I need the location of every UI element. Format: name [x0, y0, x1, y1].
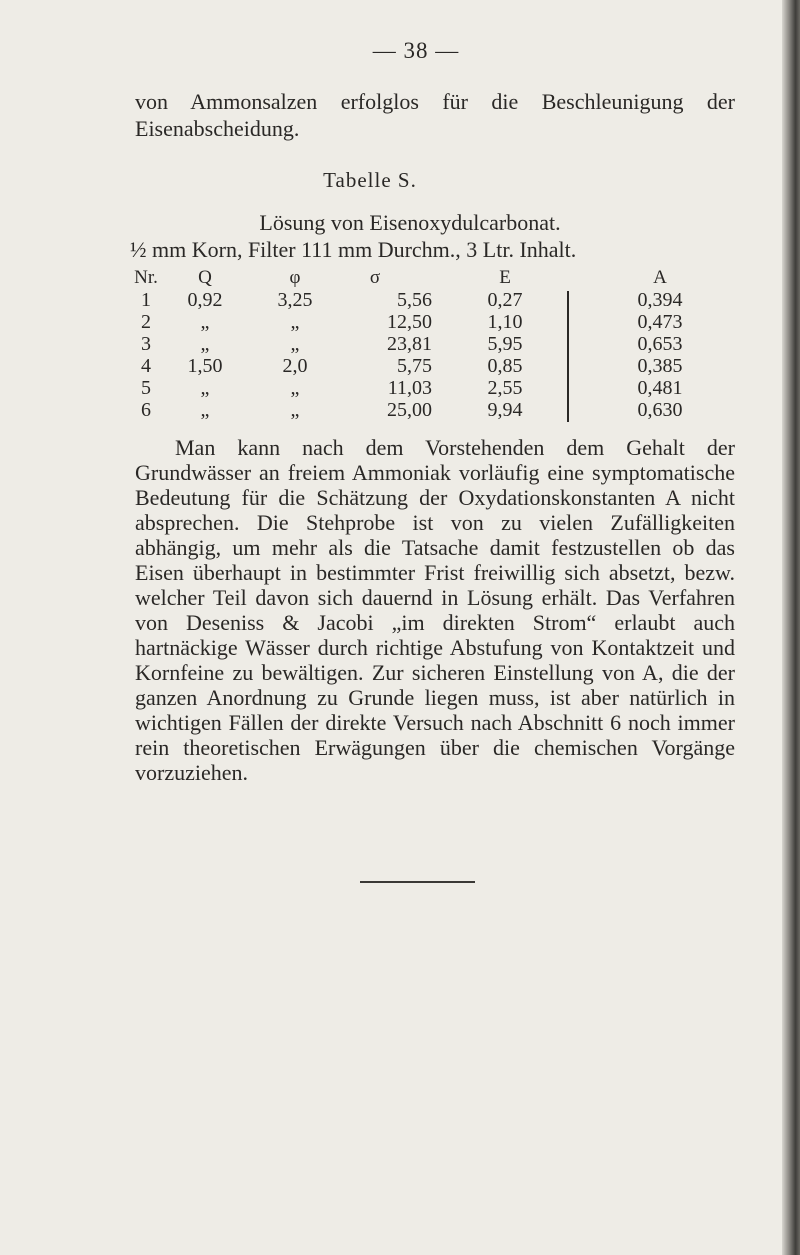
- section-end-rule: [360, 881, 475, 883]
- cell-phi: 2,0: [282, 355, 308, 377]
- cell-nr: 4: [141, 355, 151, 377]
- table-row: [130, 311, 730, 333]
- cell-sigma: 5,56: [397, 289, 432, 311]
- cell-phi: 3,25: [277, 289, 313, 311]
- table-title: Tabelle S.: [323, 168, 417, 192]
- cell-phi: „: [290, 399, 300, 421]
- cell-sigma: 5,75: [397, 355, 432, 377]
- cell-q: „: [200, 377, 210, 399]
- cell-sigma: 12,50: [387, 311, 432, 333]
- cell-e: 0,85: [487, 355, 523, 377]
- header-sigma: σ: [369, 267, 381, 288]
- table-spec: ½ mm Korn, Filter 111 mm Durchm., 3 Ltr. Inhalt.: [130, 237, 577, 262]
- body-text: [135, 435, 735, 785]
- cell-e: 0,27: [487, 289, 523, 311]
- cell-a: 0,653: [637, 333, 683, 355]
- cell-e: 1,10: [487, 311, 523, 333]
- header-nr: Nr.: [134, 267, 158, 288]
- cell-e: 5,95: [487, 333, 523, 355]
- table-row: [130, 355, 730, 377]
- cell-q: „: [200, 399, 210, 421]
- cell-sigma: 23,81: [387, 333, 432, 355]
- cell-nr: 6: [141, 399, 151, 421]
- intro-paragraph: von Ammonsalzen erfolglos für die Beschleunigung der Eisenabscheidung.: [135, 89, 735, 141]
- cell-e: 2,55: [487, 377, 523, 399]
- cell-sigma: 11,03: [387, 377, 432, 399]
- cell-nr: 2: [141, 311, 151, 333]
- cell-phi: „: [290, 333, 300, 355]
- cell-q: 0,92: [187, 289, 223, 311]
- cell-phi: „: [290, 377, 300, 399]
- page-edge-shadow: [782, 0, 800, 1255]
- header-e: E: [499, 267, 511, 288]
- cell-q: 1,50: [187, 355, 223, 377]
- cell-nr: 3: [141, 333, 151, 355]
- body-paragraph: Man kann nach dem Vorstehenden dem Gehalt der Grundwässer an freiem Ammoniak vorläufig eine symptomatische Bedeutung für die Schätzung der Oxydationskonstanten A nicht absprechen. Die Stehprobe ist von zu vielen Zufälligkeiten abhängig, um mehr als die Tatsache damit festzustellen ob das Eisen überhaupt in bestimmter Frist freiwillig sich absetzt, bezw. welcher Teil davon sich dauernd in Lösung erhält. Das Verfahren von Deseniss & Jacobi „im direkten Strom“ erlaubt auch hartnäckige Wässer durch richtige Abstufung von Kontaktzeit und Kornfeine zu bewältigen. Zur sicheren Einstellung von A, die der ganzen Anordnung zu Grunde liegen muss, ist aber natürlich in wichtigen Fällen der direkte Versuch nach Abschnitt 6 noch immer rein theoretischen Erwägungen über die chemischen Vorgänge vorzuziehen.: [135, 435, 735, 785]
- page-number: — 38 —: [372, 38, 460, 63]
- cell-nr: 1: [141, 289, 151, 311]
- table-row: [130, 289, 730, 311]
- table-row: [130, 399, 730, 421]
- cell-a: 0,385: [637, 355, 683, 377]
- cell-phi: „: [290, 311, 300, 333]
- table-subtitle: Lösung von Eisenoxydulcarbonat.: [259, 210, 561, 235]
- cell-q: „: [200, 311, 210, 333]
- data-table: [130, 267, 730, 421]
- table-column-divider: [567, 291, 569, 422]
- cell-q: „: [200, 333, 210, 355]
- header-q: Q: [198, 267, 212, 288]
- cell-a: 0,481: [637, 377, 683, 399]
- cell-sigma: 25,00: [387, 399, 432, 421]
- cell-e: 9,94: [487, 399, 523, 421]
- header-a: A: [653, 267, 667, 288]
- table-header-row: [130, 267, 730, 289]
- cell-a: 0,394: [637, 289, 683, 311]
- table-row: [130, 377, 730, 399]
- cell-a: 0,630: [637, 399, 683, 421]
- table-row: [130, 333, 730, 355]
- cell-a: 0,473: [637, 311, 683, 333]
- header-phi: φ: [289, 267, 301, 288]
- cell-nr: 5: [141, 377, 151, 399]
